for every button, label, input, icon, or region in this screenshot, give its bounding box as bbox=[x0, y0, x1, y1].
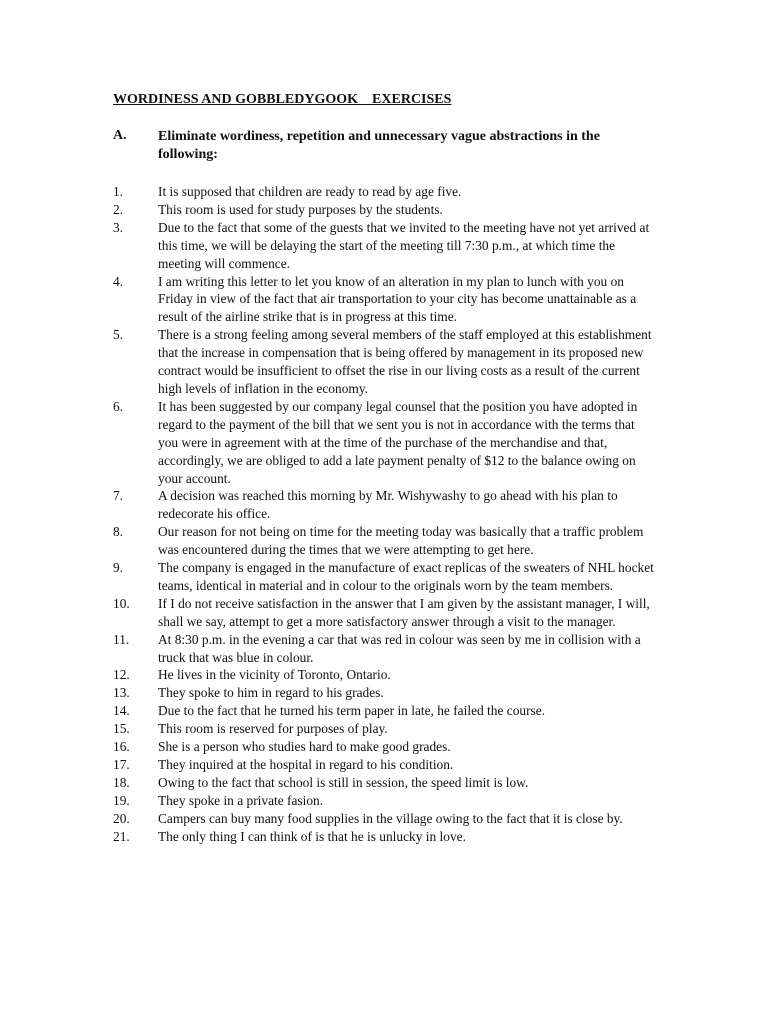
exercise-item bbox=[113, 559, 658, 595]
exercise-text: I am writing this letter to let you know of an alteration in my plan to lunch with you on Friday in view of the fact that air transportation to your city has become unattainable as a result of the airline strike that is in progress at this time. bbox=[158, 273, 637, 325]
exercise-text: He lives in the vicinity of Toronto, Ontario. bbox=[158, 667, 391, 683]
exercise-number: 4. bbox=[113, 273, 124, 289]
exercise-text: A decision was reached this morning by Mr. Wishywashy to go ahead with his plan to redecorate his office. bbox=[158, 488, 618, 522]
exercise-number: 21. bbox=[113, 828, 130, 844]
exercise-item bbox=[113, 631, 658, 667]
exercise-number: 11. bbox=[113, 631, 130, 647]
exercise-item bbox=[113, 219, 658, 273]
exercise-text: She is a person who studies hard to make good grades. bbox=[158, 739, 451, 755]
section-heading: Eliminate wordiness, repetition and unnecessary vague abstractions in the following: bbox=[158, 129, 600, 162]
exercise-text: They inquired at the hospital in regard to his condition. bbox=[158, 757, 454, 772]
exercise-text: At 8:30 p.m. in the evening a car that was red in colour was seen by me in collision with a truck that was blue in colour. bbox=[158, 631, 641, 665]
exercise-item bbox=[113, 595, 658, 631]
exercise-text: The company is engaged in the manufacture of exact replicas of the sweaters of NHL hocket teams, identical in material and in colour to the originals worn by the team members. bbox=[158, 560, 654, 593]
exercise-number: 7. bbox=[113, 488, 124, 504]
exercise-number: 3. bbox=[113, 219, 124, 235]
exercise-number: 18. bbox=[113, 774, 130, 790]
section-letter: A. bbox=[113, 128, 127, 143]
exercise-item bbox=[113, 792, 658, 810]
exercise-number: 8. bbox=[113, 524, 124, 540]
exercise-number: 1. bbox=[113, 184, 124, 199]
exercise-text: Owing to the fact that school is still in session, the speed limit is low. bbox=[158, 774, 529, 790]
exercise-item bbox=[113, 738, 658, 756]
exercise-text: The only thing I can think of is that he is unlucky in love. bbox=[158, 828, 466, 844]
exercise-number: 2. bbox=[113, 201, 124, 217]
exercise-item bbox=[113, 720, 658, 738]
exercise-number: 9. bbox=[113, 560, 124, 576]
exercise-number: 19. bbox=[113, 792, 130, 808]
exercise-text: Due to the fact that he turned his term paper in late, he failed the course. bbox=[158, 703, 546, 719]
exercise-item bbox=[113, 201, 658, 219]
exercise-number: 15. bbox=[113, 721, 130, 737]
exercise-text: It has been suggested by our company legal counsel that the position you have adopted in regard to the payment of the bill that we sent you is not in accordance with the terms that you were in agreement with at the time of the purchase of the merchandise and that, accordingly, we are obliged to add a late payment penalty of $12 to the balance owing on your account. bbox=[158, 398, 638, 486]
exercise-number: 14. bbox=[113, 703, 130, 719]
exercise-item bbox=[113, 702, 658, 720]
exercise-text: This room is used for study purposes by the students. bbox=[158, 201, 443, 217]
exercise-text: They spoke in a private fasion. bbox=[158, 792, 324, 808]
exercise-item bbox=[113, 523, 658, 559]
exercise-text: This room is reserved for purposes of play. bbox=[158, 721, 388, 737]
exercise-number: 10. bbox=[113, 595, 130, 611]
exercise-item bbox=[113, 326, 658, 398]
exercise-text: They spoke to him in regard to his grades. bbox=[158, 685, 384, 701]
exercise-number: 20. bbox=[113, 810, 130, 826]
exercise-text: Our reason for not being on time for the meeting today was basically that a traffic problem was encountered during the times that we were attempting to get here. bbox=[158, 524, 644, 558]
exercise-list bbox=[113, 183, 658, 846]
exercise-item bbox=[113, 666, 658, 684]
exercise-number: 13. bbox=[113, 685, 130, 701]
exercise-number: 16. bbox=[113, 739, 130, 755]
exercise-item bbox=[113, 684, 658, 702]
exercise-item bbox=[113, 774, 658, 792]
document-title: WORDINESS AND GOBBLEDYGOOK _ EXERCISES bbox=[113, 92, 452, 107]
exercise-item bbox=[113, 183, 658, 201]
exercise-number: 5. bbox=[113, 327, 124, 343]
exercise-text: Due to the fact that some of the guests that we invited to the meeting have not yet arrived at this time, we will be delaying the start of the meeting till 7:30 p.m., at which time the meeting will commence. bbox=[158, 219, 650, 271]
exercise-item bbox=[113, 273, 658, 327]
exercise-item bbox=[113, 398, 658, 488]
exercise-item bbox=[113, 487, 658, 523]
exercise-number: 17. bbox=[113, 757, 130, 772]
exercise-text: If I do not receive satisfaction in the answer that I am given by the assistant manager, I will, shall we say, attempt to get a more satisfactory answer through a visit to the manager. bbox=[158, 595, 650, 629]
exercise-number: 12. bbox=[113, 667, 130, 683]
exercise-item bbox=[113, 828, 658, 846]
exercise-number: 6. bbox=[113, 398, 124, 414]
exercise-text: Campers can buy many food supplies in the village owing to the fact that it is close by. bbox=[158, 810, 623, 826]
exercise-text: There is a strong feeling among several members of the staff employed at this establishment that the increase in compensation that is being offered by management in its proposed new contract would be insufficient to offset the rise in our living costs as a result of the current high levels of inflation in the economy. bbox=[158, 327, 652, 396]
exercise-text: It is supposed that children are ready to read by age five. bbox=[158, 184, 462, 199]
exercise-item bbox=[113, 810, 658, 828]
exercise-item bbox=[113, 756, 658, 774]
